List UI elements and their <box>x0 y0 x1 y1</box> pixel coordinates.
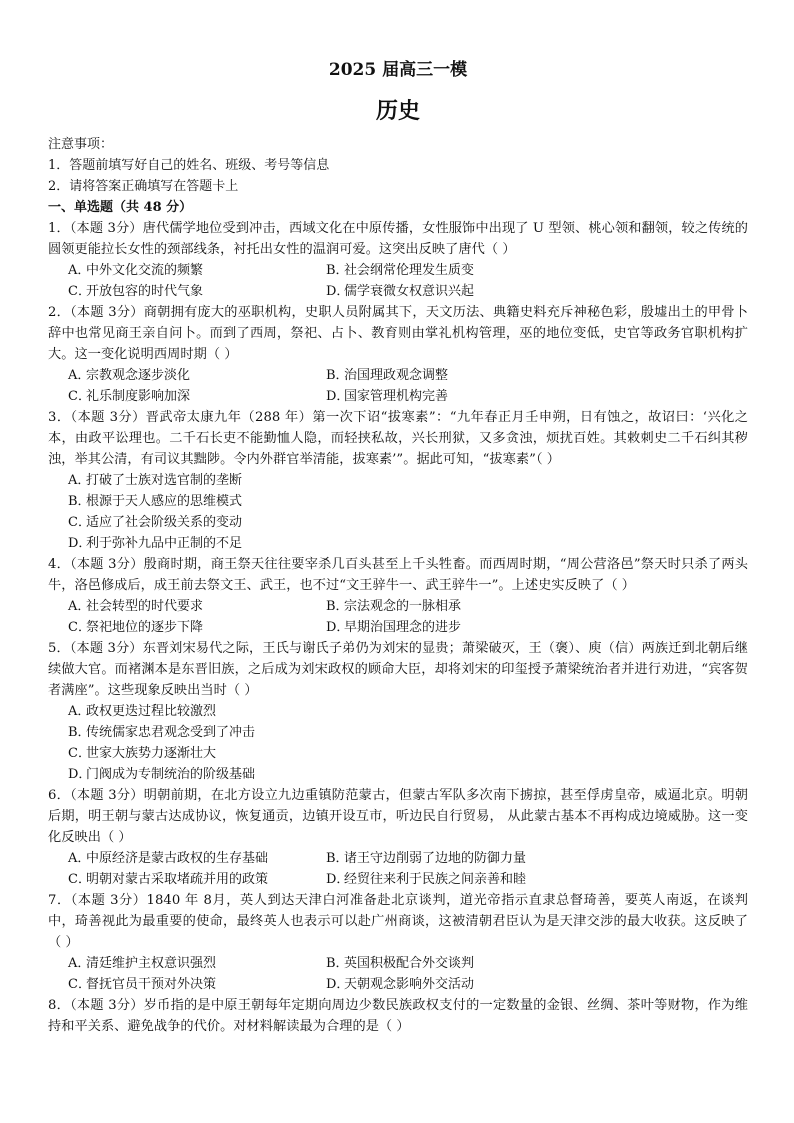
option-c[interactable]: C．开放包容的时代气象 <box>68 284 204 299</box>
option-b[interactable]: B．根源于天人感应的思维模式 <box>68 494 243 509</box>
options <box>48 365 748 407</box>
notice-item: 2．请将答案正确填写在答题卡上 <box>48 179 239 194</box>
option-b[interactable]: B．社会纲常伦理发生质变 <box>326 263 475 278</box>
options <box>48 470 748 554</box>
options <box>48 260 748 302</box>
question <box>48 785 748 890</box>
option-c[interactable]: C．督抚官员干预对外决策 <box>68 977 217 992</box>
question-stem: 8．（本题 3分）岁币指的是中原王朝每年定期向周边少数民族政权支付的一定数量的金银、丝绸、茶叶等财物，作为维持和平关系、避免战争的代价。对材料解读最为合理的是（ ） <box>48 998 748 1034</box>
question-stem: 3．（本题 3分）晋武帝太康九年（288 年）第一次下诏“拔寒素”：“九年春正月壬申朔，日有蚀之，故诏曰：‘兴化之本，由政平讼理也。二千石长吏不能勤恤人隐，而轻挟私故，兴长刑狱，又多贪浊，烦扰百姓。其敕刺史二千石纠其秽浊，举其公清，有司议其黜陟。令内外群官举清能，拔寒素’”。据此可知，“拔寒素”（ ） <box>48 410 748 467</box>
option-a[interactable]: A．社会转型的时代要求 <box>68 599 204 614</box>
options <box>48 701 748 785</box>
option-d[interactable]: D．天朝观念影响外交活动 <box>326 977 475 992</box>
option-d[interactable]: D．经贸往来利于民族之间亲善和睦 <box>326 872 527 887</box>
question <box>48 890 748 995</box>
option-a[interactable]: A．政权更迭过程比较激烈 <box>68 704 217 719</box>
option-d[interactable]: D．早期治国理念的进步 <box>326 620 462 635</box>
question <box>48 218 748 302</box>
option-a[interactable]: A．中原经济是蒙古政权的生存基础 <box>68 851 269 866</box>
exam-page <box>48 58 748 1037</box>
question-stem: 2．（本题 3分）商朝拥有庞大的巫职机构，史职人员附属其下，天文历法、典籍史料充斥神秘色彩，殷墟出土的甲骨卜辞中也常见商王亲自问卜。而到了西周，祭祀、占卜、教育则由掌礼机构管理，巫的地位变低，史官等政务官职机构扩大。这一变化说明西周时期（ ） <box>48 305 748 362</box>
option-d[interactable]: D．国家管理机构完善 <box>326 389 449 404</box>
question-stem: 6．（本题 3分）明朝前期，在北方设立九边重镇防范蒙古，但蒙古军队多次南下掳掠，甚至俘虏皇帝，威逼北京。明朝后期，明王朝与蒙古达成协议，恢复通贡，边镇开设互市，听边民自行贸易， 从此蒙古基本不再构成边境威胁。这一变化反映出（ ） <box>48 788 748 845</box>
option-d[interactable]: D．儒学衰微女权意识兴起 <box>326 284 475 299</box>
option-c[interactable]: C．世家大族势力逐渐壮大 <box>68 746 217 761</box>
option-a[interactable]: A．打破了士族对选官制的垄断 <box>68 473 243 488</box>
option-b[interactable]: B．治国理政观念调整 <box>326 368 449 383</box>
option-d[interactable]: D．门阀成为专制统治的阶级基础 <box>68 767 256 782</box>
notice-item: 1．答题前填写好自己的姓名、班级、考号等信息 <box>48 158 330 173</box>
question <box>48 407 748 554</box>
option-b[interactable]: B．传统儒家忠君观念受到了冲击 <box>68 725 256 740</box>
option-b[interactable]: B．英国积极配合外交谈判 <box>326 956 475 971</box>
option-c[interactable]: C．礼乐制度影响加深 <box>68 389 191 404</box>
question <box>48 554 748 638</box>
option-c[interactable]: C．祭祀地位的逐步下降 <box>68 620 204 635</box>
question-stem: 1．（本题 3分）唐代儒学地位受到冲击，西域文化在中原传播，女性服饰中出现了 U 型领、桃心领和翻领，较之传统的圆领更能拉长女性的颈部线条，衬托出女性的温润可爱。这突出反映了唐代（ ） <box>48 221 748 257</box>
option-b[interactable]: B．宗法观念的一脉相承 <box>326 599 462 614</box>
option-c[interactable]: C．明朝对蒙古采取堵疏并用的政策 <box>68 872 269 887</box>
option-c[interactable]: C．适应了社会阶级关系的变动 <box>68 515 243 530</box>
question <box>48 302 748 407</box>
options <box>48 953 748 995</box>
subject-title: 历史 <box>375 98 420 124</box>
option-a[interactable]: A．宗教观念逐步淡化 <box>68 368 191 383</box>
options <box>48 848 748 890</box>
options <box>48 596 748 638</box>
option-b[interactable]: B．诸王守边削弱了边地的防御力量 <box>326 851 527 866</box>
question-stem: 7．（本题 3分）1840 年 8月，英人到达天津白河准备赴北京谈判，道光帝指示直隶总督琦善，要英人南返，在谈判中，琦善视此为最重要的使命，最终英人也表示可以赴广州商谈，这被清朝君臣认为是天津交涉的最大收获。这反映了（ ） <box>48 893 748 950</box>
exam-title: 2025 届高三一模 <box>328 60 468 80</box>
question-stem: 4．（本题 3分）殷商时期，商王祭天往往要宰杀几百头甚至上千头牲畜。而西周时期，“周公营洛邑”祭天时只杀了两头牛，洛邑修成后，成王前去祭文王、武王，也不过“文王骍牛一、武王骍牛一”。上述史实反映了（ ） <box>48 557 748 593</box>
section-header: 一、单选题（共 48 分） <box>48 200 193 215</box>
option-a[interactable]: A．清廷维护主权意识强烈 <box>68 956 217 971</box>
question <box>48 638 748 785</box>
question <box>48 995 748 1037</box>
question-stem: 5．（本题 3分）东晋刘宋易代之际，王氏与谢氏子弟仍为刘宋的显贵；萧梁破灭，王（褒）、庾（信）两族迁到北朝后继续做大官。而褚渊本是东晋旧族，之后成为刘宋政权的顾命大臣，却将刘宋的印玺授予萧梁统治者并进行劝进，“宾客贺者满座”。这些现象反映出当时（ ） <box>48 641 748 698</box>
notice-title: 注意事项： <box>48 137 114 152</box>
option-a[interactable]: A．中外文化交流的频繁 <box>68 263 204 278</box>
option-d[interactable]: D．利于弥补九品中正制的不足 <box>68 536 243 551</box>
